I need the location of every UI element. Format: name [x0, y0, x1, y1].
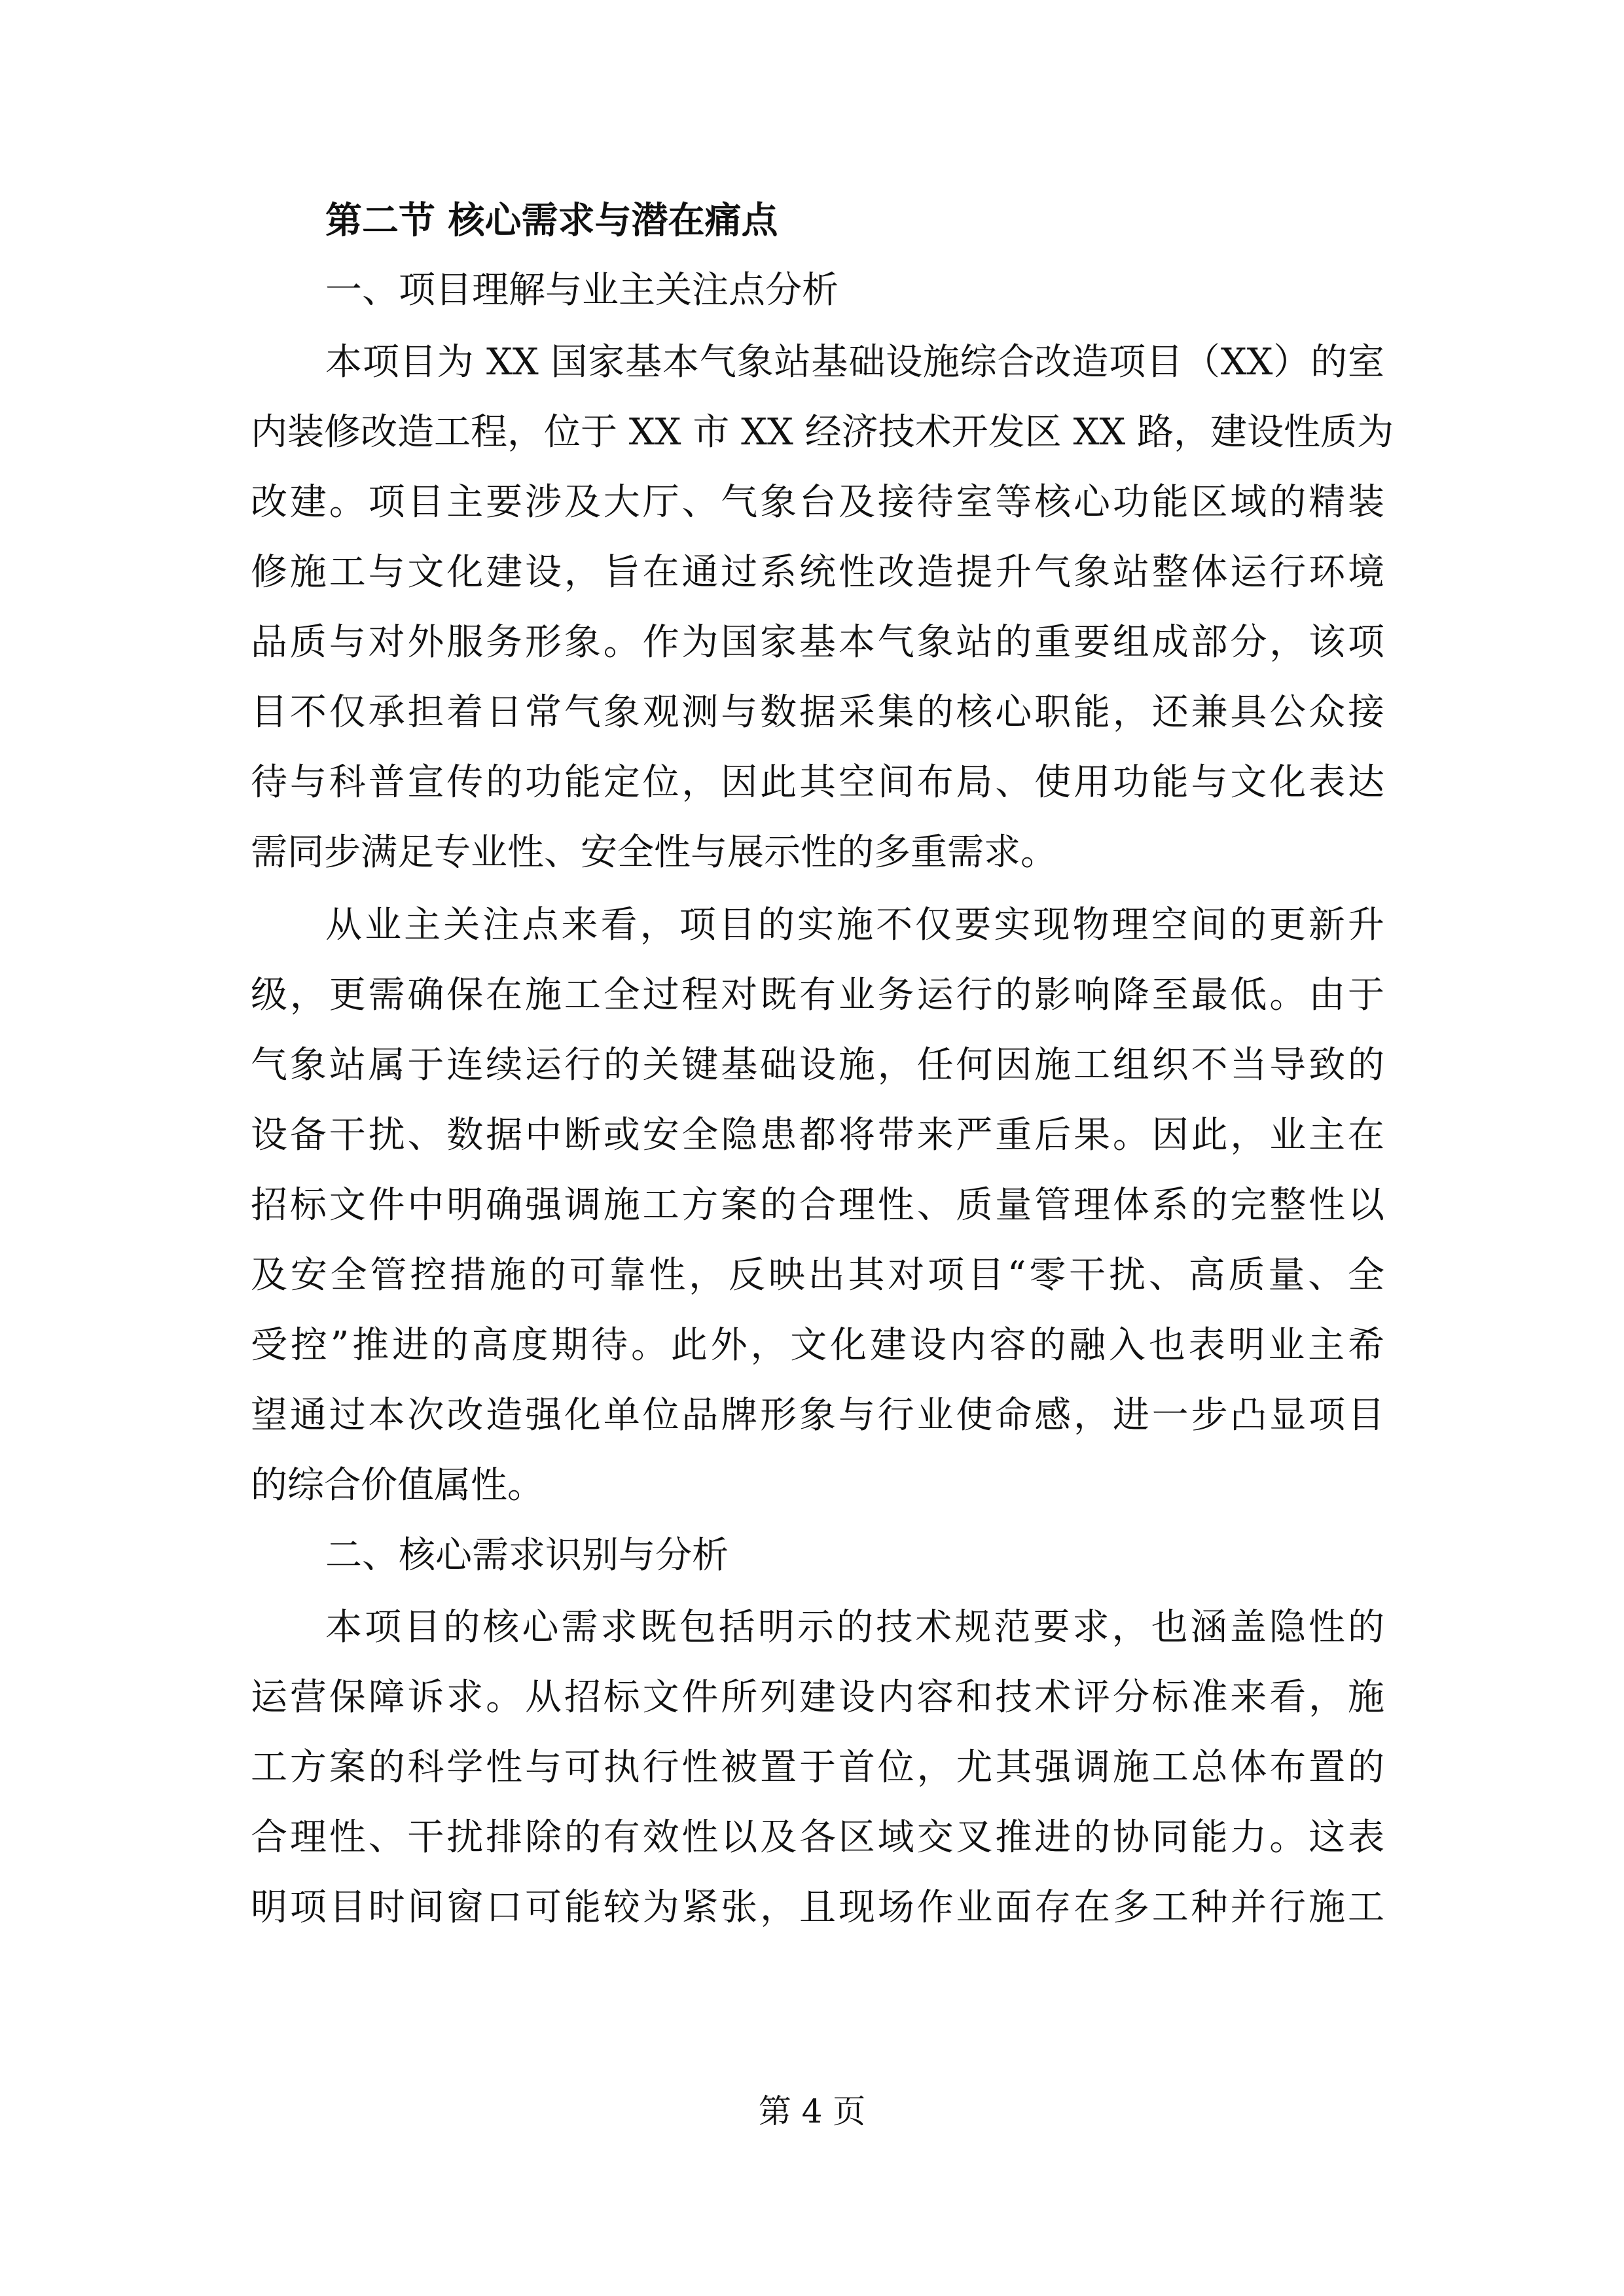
paragraph-line: 从业主关注点来看，项目的实施不仅要实现物理空间的更新升 [325, 904, 1384, 946]
paragraph-line: 品质与对外服务形象。作为国家基本气象站的重要组成部分，该项 [251, 621, 1384, 664]
subheading-2: 二、核心需求识别与分析 [325, 1534, 729, 1577]
paragraph-line: 望通过本次改造强化单位品牌形象与行业使命感，进一步凸显项目 [251, 1394, 1384, 1437]
paragraph-line: 明项目时间窗口可能较为紧张，且现场作业面存在多工种并行施工 [251, 1886, 1384, 1929]
paragraph-line: 内装修改造工程，位于 XX 市 XX 经济技术开发区 XX 路，建设性质为 [251, 411, 1394, 454]
paragraph-line: 改建。项目主要涉及大厅、气象台及接待室等核心功能区域的精装 [251, 481, 1384, 524]
paragraph-line: 需同步满足专业性、安全性与展示性的多重需求。 [251, 831, 1057, 874]
paragraph-line: 招标文件中明确强调施工方案的合理性、质量管理体系的完整性以 [251, 1184, 1384, 1227]
paragraph-line: 受控”推进的高度期待。此外，文化建设内容的融入也表明业主希 [251, 1324, 1384, 1367]
paragraph-line: 工方案的科学性与可执行性被置于首位，尤其强调施工总体布置的 [251, 1746, 1384, 1789]
paragraph-line: 的综合价值属性。 [251, 1464, 544, 1507]
paragraph-line: 待与科普宣传的功能定位，因此其空间布局、使用功能与文化表达 [251, 761, 1384, 804]
paragraph-line: 及安全管控措施的可靠性，反映出其对项目“零干扰、高质量、全 [251, 1254, 1384, 1297]
paragraph-line: 本项目的核心需求既包括明示的技术规范要求，也涵盖隐性的 [325, 1606, 1384, 1649]
paragraph-line: 修施工与文化建设，旨在通过系统性改造提升气象站整体运行环境 [251, 551, 1384, 594]
page-content [251, 188, 1394, 1945]
paragraph-line: 目不仅承担着日常气象观测与数据采集的核心职能，还兼具公众接 [251, 691, 1384, 734]
paragraph-2 [251, 890, 1384, 1520]
section-title: 第二节 核心需求与潜在痛点 [325, 200, 778, 242]
page-number: 第 4 页 [758, 2092, 866, 2130]
paragraph-line: 合理性、干扰排除的有效性以及各区域交叉推进的协同能力。这表 [251, 1816, 1384, 1859]
paragraph-line: 级，更需确保在施工全过程对既有业务运行的影响降至最低。由于 [251, 974, 1384, 1016]
paragraph-1 [251, 327, 1394, 888]
paragraph-line: 设备干扰、数据中断或安全隐患都将带来严重后果。因此，业主在 [251, 1114, 1384, 1157]
paragraph-line: 运营保障诉求。从招标文件所列建设内容和技术评分标准来看，施 [251, 1676, 1384, 1719]
subheading-1: 一、项目理解与业主关注点分析 [325, 269, 839, 312]
paragraph-line: 本项目为 XX 国家基本气象站基础设施综合改造项目（XX）的室 [325, 341, 1384, 384]
paragraph-line: 气象站属于连续运行的关键基础设施，任何因施工组织不当导致的 [251, 1044, 1384, 1086]
paragraph-3 [251, 1592, 1384, 1943]
